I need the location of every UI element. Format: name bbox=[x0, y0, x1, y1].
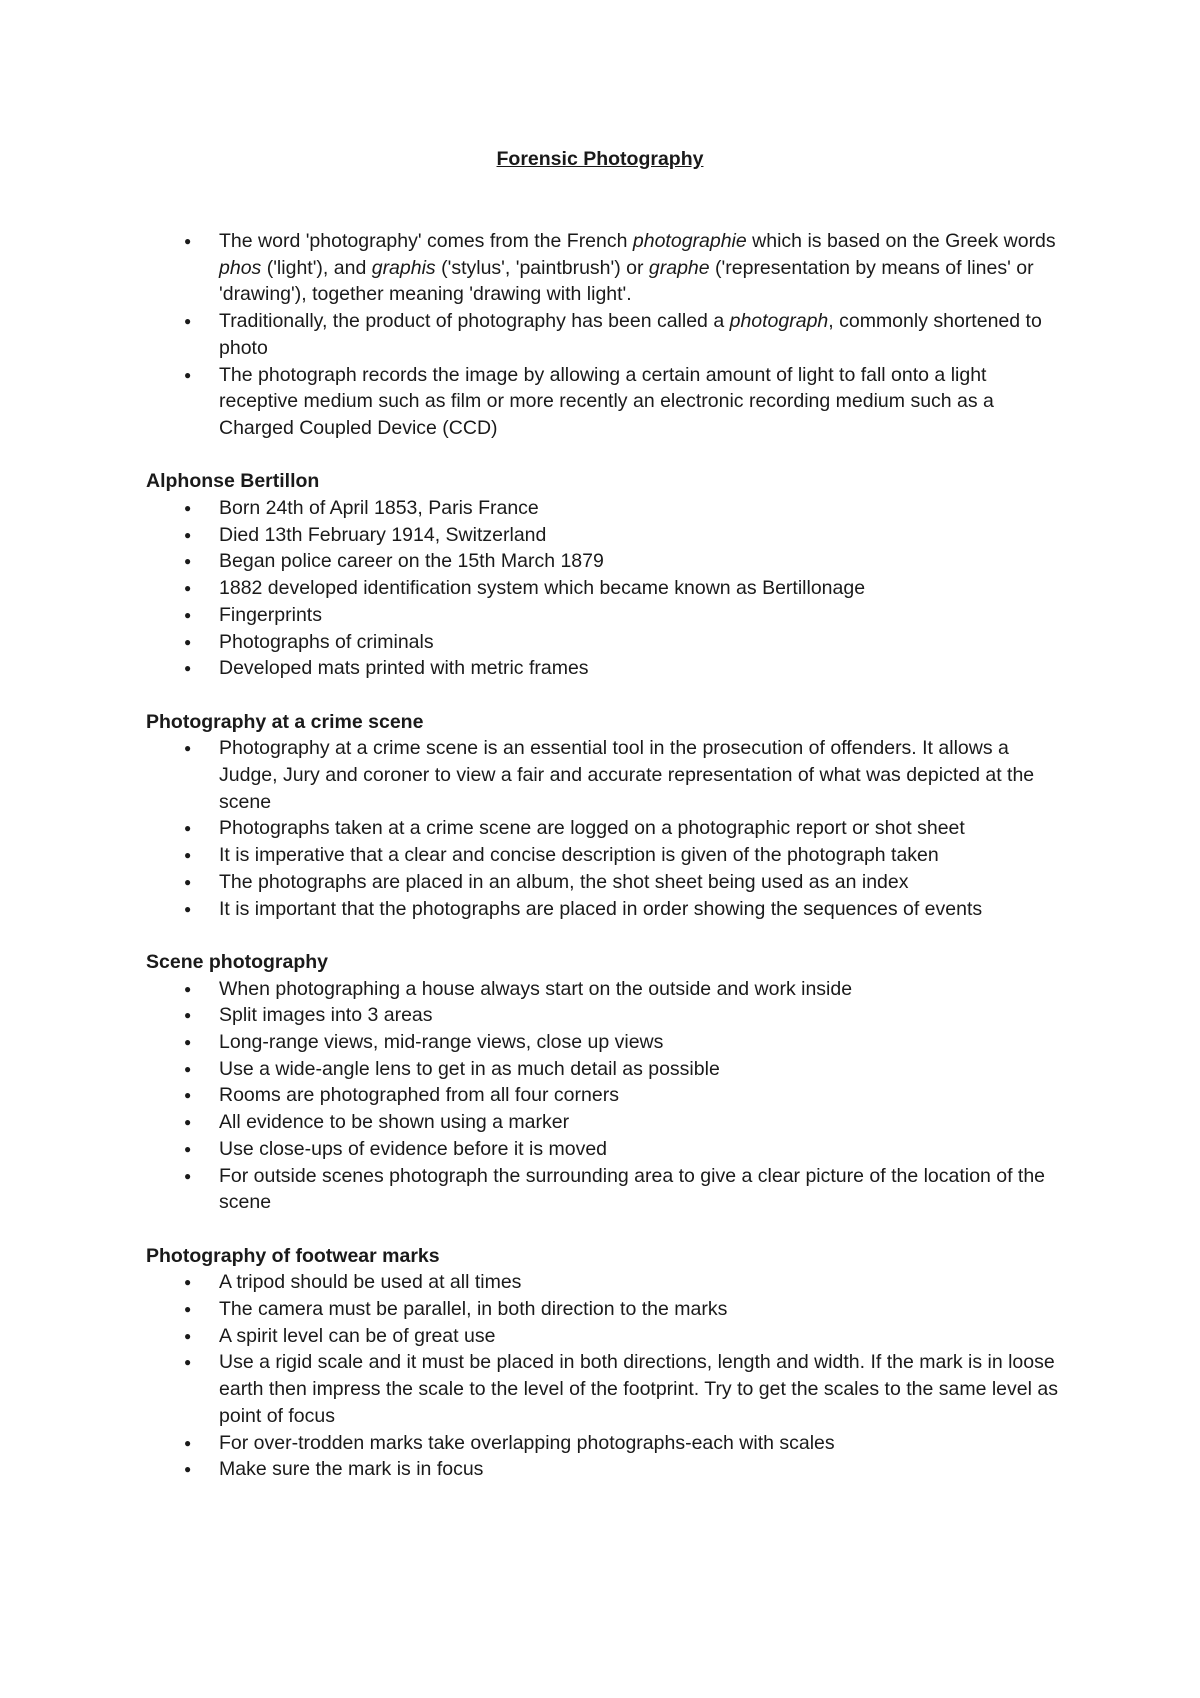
text-segment: ('light'), and bbox=[261, 256, 372, 279]
list-item-text: Died 13th February 1914, Switzerland bbox=[219, 523, 547, 546]
list-item bbox=[184, 869, 1066, 896]
list-item-text: Use a rigid scale and it must be placed in both directions, length and width. If the mark is in loose earth then impress the scale to the level of the footprint. Try to get the scales to the same level as point of focus bbox=[219, 1351, 1058, 1427]
italic-term: phos bbox=[219, 256, 262, 279]
list-item bbox=[184, 1056, 1066, 1083]
bullet-icon: ● bbox=[184, 981, 192, 996]
list-item-text: Make sure the mark is in focus bbox=[219, 1458, 484, 1481]
bullet-icon: ● bbox=[184, 901, 192, 916]
list-item-text: Photographs of criminals bbox=[219, 630, 434, 653]
list-item-text: Long-range views, mid-range views, close up views bbox=[219, 1031, 664, 1054]
italic-term: graphe bbox=[648, 256, 710, 279]
list-item bbox=[184, 1349, 1066, 1429]
list-item bbox=[184, 1163, 1066, 1216]
text-segment: The word 'photography' comes from the French bbox=[219, 230, 633, 252]
bullet-icon: ● bbox=[184, 1462, 192, 1477]
italic-term: graphis bbox=[371, 256, 436, 279]
bullet-icon: ● bbox=[184, 554, 192, 569]
list-item-text: Rooms are photographed from all four corners bbox=[219, 1084, 619, 1107]
bullet-icon: ● bbox=[184, 1141, 192, 1156]
list-item-text: A tripod should be used at all times bbox=[219, 1271, 522, 1294]
bullet-icon: ● bbox=[184, 848, 192, 863]
list-item bbox=[184, 735, 1066, 815]
list-item bbox=[184, 1002, 1066, 1029]
list-item-text: The photographs are placed in an album, the shot sheet being used as an index bbox=[219, 870, 909, 893]
list-item-text: All evidence to be shown using a marker bbox=[219, 1111, 570, 1134]
list-item bbox=[184, 575, 1066, 602]
text-segment: ('stylus', 'paintbrush') or bbox=[435, 256, 649, 279]
list-item bbox=[184, 815, 1066, 842]
section-heading: Photography of footwear marks bbox=[146, 1244, 440, 1267]
bullet-icon: ● bbox=[184, 1035, 192, 1050]
list-item bbox=[184, 842, 1066, 869]
bullet-icon: ● bbox=[184, 607, 192, 622]
list-item bbox=[184, 1456, 1066, 1483]
list-item bbox=[184, 976, 1066, 1003]
list-item-text: Use a wide-angle lens to get in as much detail as possible bbox=[219, 1057, 720, 1080]
list-item-text: When photographing a house always start on the outside and work inside bbox=[219, 977, 853, 1000]
list-item-text: Photographs taken at a crime scene are logged on a photographic report or shot sheet bbox=[219, 817, 965, 840]
bullet-icon: ● bbox=[184, 661, 192, 676]
bullet-icon: ● bbox=[184, 1008, 192, 1023]
list-item-text: Split images into 3 areas bbox=[219, 1004, 433, 1027]
list-item-text: Use close-ups of evidence before it is moved bbox=[219, 1137, 608, 1160]
bullet-icon: ● bbox=[184, 314, 192, 329]
list-item-text: Began police career on the 15th March 1879 bbox=[219, 550, 604, 573]
page-title: Forensic Photography bbox=[496, 148, 704, 170]
list-item-text: A spirit level can be of great use bbox=[219, 1324, 496, 1347]
list-item bbox=[184, 362, 1066, 442]
section bbox=[146, 709, 1066, 923]
section-heading: Scene photography bbox=[146, 950, 329, 973]
list-item-text: For outside scenes photograph the surrounding area to give a clear picture of the location of the scene bbox=[219, 1164, 1046, 1214]
bullet-icon: ● bbox=[184, 1061, 192, 1076]
list-item-text: The camera must be parallel, in both direction to the marks bbox=[219, 1298, 728, 1321]
bullet-icon: ● bbox=[184, 741, 192, 756]
list-item bbox=[184, 629, 1066, 656]
section bbox=[146, 949, 1066, 1216]
bullet-icon: ● bbox=[184, 527, 192, 542]
list-item-text: It is imperative that a clear and concise description is given of the photograph taken bbox=[219, 844, 939, 867]
list-item bbox=[184, 1109, 1066, 1136]
section-heading: Photography at a crime scene bbox=[146, 710, 424, 733]
list-item bbox=[184, 1296, 1066, 1323]
list-item bbox=[184, 1430, 1066, 1457]
bullet-icon: ● bbox=[184, 1355, 192, 1370]
list-item-text: Fingerprints bbox=[219, 603, 322, 626]
document-body bbox=[146, 228, 1066, 1483]
list-item bbox=[184, 495, 1066, 522]
text-segment: The photograph records the image by allowing a certain amount of light to fall onto a light receptive medium such as film or more recently an electronic recording medium such as a Charged Coupled Device (CCD) bbox=[219, 363, 994, 439]
bullet-list bbox=[146, 735, 1066, 922]
list-item bbox=[184, 548, 1066, 575]
section bbox=[146, 1243, 1066, 1483]
section bbox=[146, 468, 1066, 682]
bullet-icon: ● bbox=[184, 874, 192, 889]
sections-container bbox=[146, 442, 1066, 1483]
list-item bbox=[184, 522, 1066, 549]
list-item bbox=[184, 1269, 1066, 1296]
list-item bbox=[184, 896, 1066, 923]
bullet-icon: ● bbox=[184, 634, 192, 649]
bullet-icon: ● bbox=[184, 367, 192, 382]
list-item bbox=[184, 1029, 1066, 1056]
bullet-icon: ● bbox=[184, 1435, 192, 1450]
bullet-icon: ● bbox=[184, 1168, 192, 1183]
bullet-list bbox=[146, 495, 1066, 682]
list-item-text: Born 24th of April 1853, Paris France bbox=[219, 497, 539, 520]
text-segment: ('representation by means of lines' or 'drawing'), together meaning 'drawing with light'. bbox=[219, 256, 1034, 306]
bullet-icon: ● bbox=[184, 581, 192, 596]
list-item bbox=[184, 602, 1066, 629]
bullet-icon: ● bbox=[184, 1275, 192, 1290]
list-item-text: It is important that the photographs are placed in order showing the sequences of events bbox=[219, 897, 983, 920]
section-heading: Alphonse Bertillon bbox=[146, 470, 320, 493]
list-item bbox=[184, 655, 1066, 682]
text-segment: Traditionally, the product of photography has been called a bbox=[219, 310, 730, 333]
list-item bbox=[184, 1082, 1066, 1109]
intro-list bbox=[146, 228, 1066, 442]
bullet-icon: ● bbox=[184, 821, 192, 836]
bullet-icon: ● bbox=[184, 1328, 192, 1343]
bullet-icon: ● bbox=[184, 501, 192, 516]
list-item bbox=[184, 1323, 1066, 1350]
bullet-list bbox=[146, 1269, 1066, 1483]
text-segment: , commonly shortened to photo bbox=[219, 310, 1042, 359]
bullet-list bbox=[146, 976, 1066, 1216]
list-item bbox=[184, 1136, 1066, 1163]
list-item-text: Photography at a crime scene is an essential tool in the prosecution of offenders. It allows a Judge, Jury and coroner to view a fair and accurate representation of what was depicted at the scene bbox=[219, 737, 1035, 813]
list-item-text: 1882 developed identification system which became known as Bertillonage bbox=[219, 577, 866, 600]
italic-term: photographie bbox=[632, 230, 747, 252]
bullet-icon: ● bbox=[184, 1088, 192, 1103]
bullet-icon: ● bbox=[184, 234, 192, 248]
bullet-icon: ● bbox=[184, 1115, 192, 1130]
italic-term: photograph bbox=[729, 310, 829, 333]
list-item-text: Developed mats printed with metric frames bbox=[219, 657, 589, 680]
list-item-text: For over-trodden marks take overlapping photographs-each with scales bbox=[219, 1431, 835, 1454]
text-segment: which is based on the Greek words bbox=[746, 230, 1056, 252]
list-item bbox=[184, 308, 1066, 361]
bullet-icon: ● bbox=[184, 1302, 192, 1317]
list-item bbox=[184, 228, 1066, 308]
